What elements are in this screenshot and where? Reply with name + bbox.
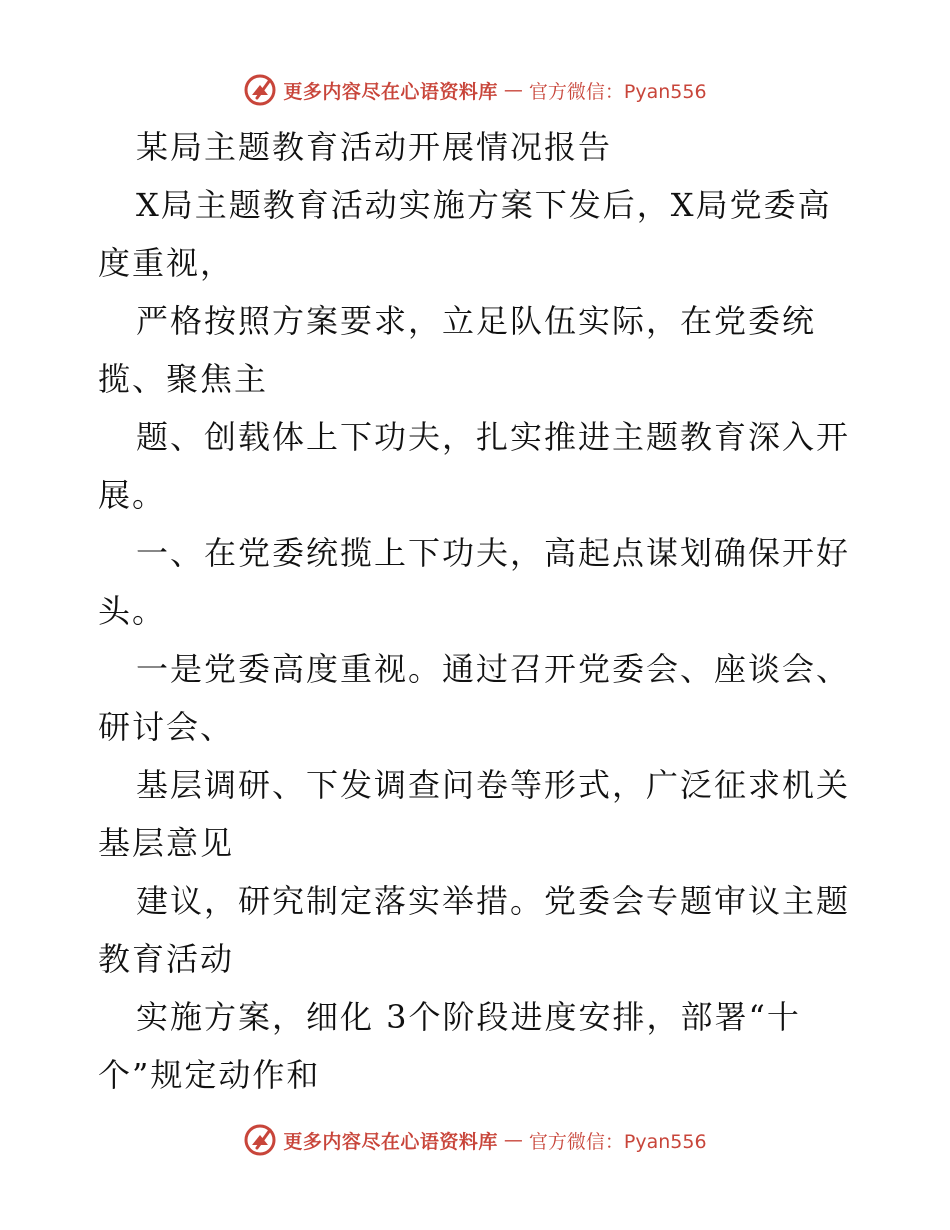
text-line: X局主题教育活动实施方案下发后，X局党委高 (136, 186, 832, 224)
watermark-dash: — (503, 79, 523, 101)
document-body (98, 118, 858, 1104)
text-line: 教育活动 (98, 940, 235, 978)
book-pen-logo-icon (243, 73, 277, 107)
text-line: 展。 (98, 476, 167, 514)
text-line: 实施方案，细化 3个阶段进度安排，部署“十 (136, 998, 801, 1036)
text-line: 头。 (98, 592, 167, 630)
book-pen-logo-icon (243, 1123, 277, 1157)
watermark-text: 更多内容尽在心语资料库 (283, 80, 498, 103)
watermark-text: 更多内容尽在心语资料库 (283, 1130, 498, 1153)
text-line: 个”规定动作和 (98, 1056, 321, 1094)
text-line: 度重视， (98, 244, 235, 282)
text-line: 建议，研究制定落实举措。党委会专题审议主题 (136, 882, 851, 920)
text-line: 基层调研、下发调查问卷等形式，广泛征求机关 (136, 766, 851, 804)
text-line: 揽、聚焦主 (98, 360, 269, 398)
watermark-contact: 官方微信：Pyan556 (528, 1130, 707, 1153)
text-line: 研讨会、 (98, 708, 235, 746)
text-line: 一、在党委统揽上下功夫，高起点谋划确保开好 (136, 534, 851, 572)
text-line: 题、创载体上下功夫，扎实推进主题教育深入开 (136, 418, 851, 456)
watermark-banner-bottom (0, 1120, 950, 1160)
watermark-banner-top (0, 70, 950, 110)
text-line: 基层意见 (98, 824, 235, 862)
watermark-dash: — (503, 1129, 523, 1151)
text-line: 严格按照方案要求，立足队伍实际，在党委统 (136, 302, 817, 340)
text-line: 一是党委高度重视。通过召开党委会、座谈会、 (136, 650, 851, 688)
watermark-contact: 官方微信：Pyan556 (528, 80, 707, 103)
document-title: 某局主题教育活动开展情况报告 (136, 128, 613, 166)
